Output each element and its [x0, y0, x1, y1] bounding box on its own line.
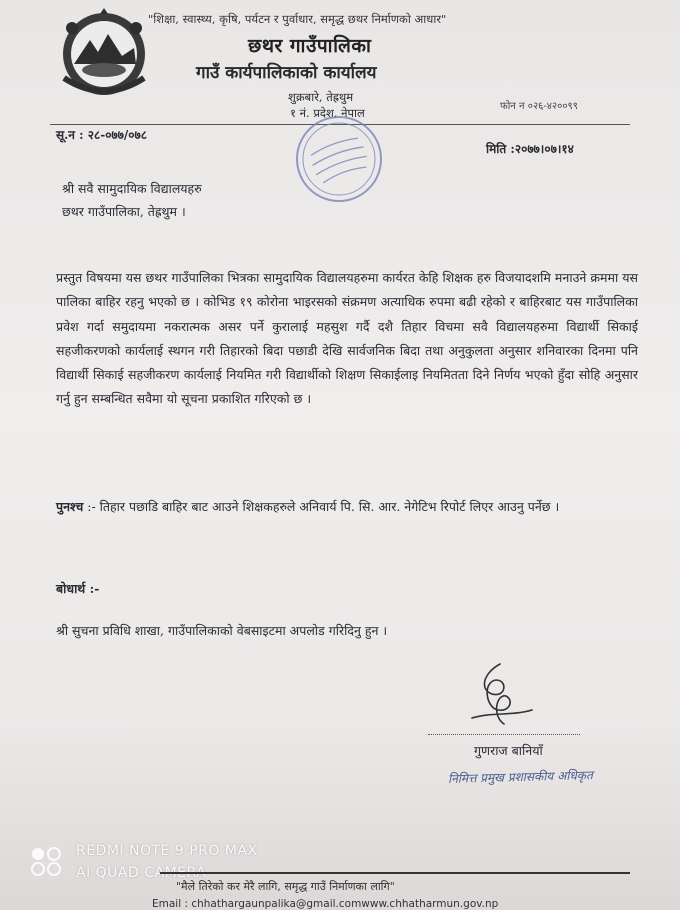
cc-label: बोधार्थ :- — [56, 581, 100, 596]
camera-watermark — [76, 840, 258, 884]
addressee-line-2: छथर गाउँपालिका, तेह्रथुम । — [62, 204, 186, 219]
addressee-line-1: श्री सवै सामुदायिक विद्यालयहरु — [62, 181, 202, 196]
footer-divider — [160, 872, 630, 874]
camera-watermark-line-2: AI QUAD CAMERA — [76, 865, 207, 881]
postscript — [56, 494, 638, 519]
postscript-label: पुनश्च — [56, 499, 84, 514]
office-subtitle: गाउँ कार्यपालिकाको कार्यालय — [196, 63, 377, 83]
signer-title: निमित्त प्रमुख प्रशासकीय अधिकृत — [447, 768, 593, 786]
cc-item: श्री सुचना प्रविधि शाखा, गाउँपालिकाको वेबसाइटमा अपलोड गरिदिनु हुन । — [56, 623, 388, 638]
postscript-text: :- तिहार पछाडि बाहिर बाट आउने शिक्षकहरुले अनिवार्य पि. सि. आर. नेगेटिभ रिपोर्ट लिएर आउनु पर्नेछ । — [83, 499, 560, 514]
office-name: छथर गाउँपालिका — [248, 35, 372, 57]
phone-number: फोन न ०२६-४२००९९ — [500, 101, 578, 112]
footer-motto: "मैले तिरेको कर मेरै लागि, समृद्ध गाउँ निर्माणका लागि" — [176, 880, 395, 893]
nepal-emblem-icon — [56, 8, 154, 100]
reference-number: सू.न : २८-०७७/०७८ — [56, 128, 148, 142]
letter-date: मिति :२०७७।०७।१४ — [486, 142, 574, 156]
letterhead-motto: "शिक्षा, स्वास्थ्य, कृषि, पर्यटन र पुर्वाधार, समृद्ध छथर निर्माणको आधार" — [148, 12, 447, 26]
signer-name: गुणराज बानियाँ — [474, 743, 543, 758]
handwritten-signature-icon — [452, 660, 542, 732]
address-line-1: शुक्रबारे, तेह्रथुम — [288, 90, 354, 104]
signature-line — [428, 734, 580, 735]
dual-camera-icon — [30, 846, 64, 876]
address-line-2: १ नं. प्रदेश, नेपाल — [290, 106, 365, 120]
office-seal-icon — [292, 112, 386, 206]
body-paragraph: प्रस्तुत विषयमा यस छथर गाउँपालिका भित्रका सामुदायिक विद्यालयहरुमा कार्यरत केहि शिक्षक हरु विजयादशमि मनाउने क्रममा यस पालिका बाहिर रहनु भएको छ । कोभिड १९ कोरोना भाइरसको संक्रमण अत्याधिक रुपमा बढी रहेको र बाहिरबाट यस गाउँपालिका प्रवेश गर्दा समुदायमा नकरात्मक असर पर्ने कुरालाई महसुश गर्दै दशै तिहार विचमा सवै विद्यालयहरुमा विद्यार्थी सिकाई सहजीकरणको कार्यलाई स्थगन गरी तिहारको बिदा पछाडी देखि सार्वजनिक बिदा तथा अनुकुलता अनुसार शनिवारका दिनमा पनि विद्यार्थी सिकाई सहजीकरण कार्यलाई नियमित गरी विद्यार्थीको शिक्षण सिकाईलाइ नियमितता दिने निर्णय भएको हुँदा सोहि अनुसार गर्नु हुन सम्बन्धित सवैमा यो सूचना प्रकाशित गरिएको छ । — [56, 270, 638, 407]
camera-watermark-line-1: REDMI NOTE 9 PRO MAX — [76, 843, 258, 859]
footer-email: Email : chhathargaunpalika@gmail.comwww.chhatharmun.gov.np — [152, 898, 499, 910]
